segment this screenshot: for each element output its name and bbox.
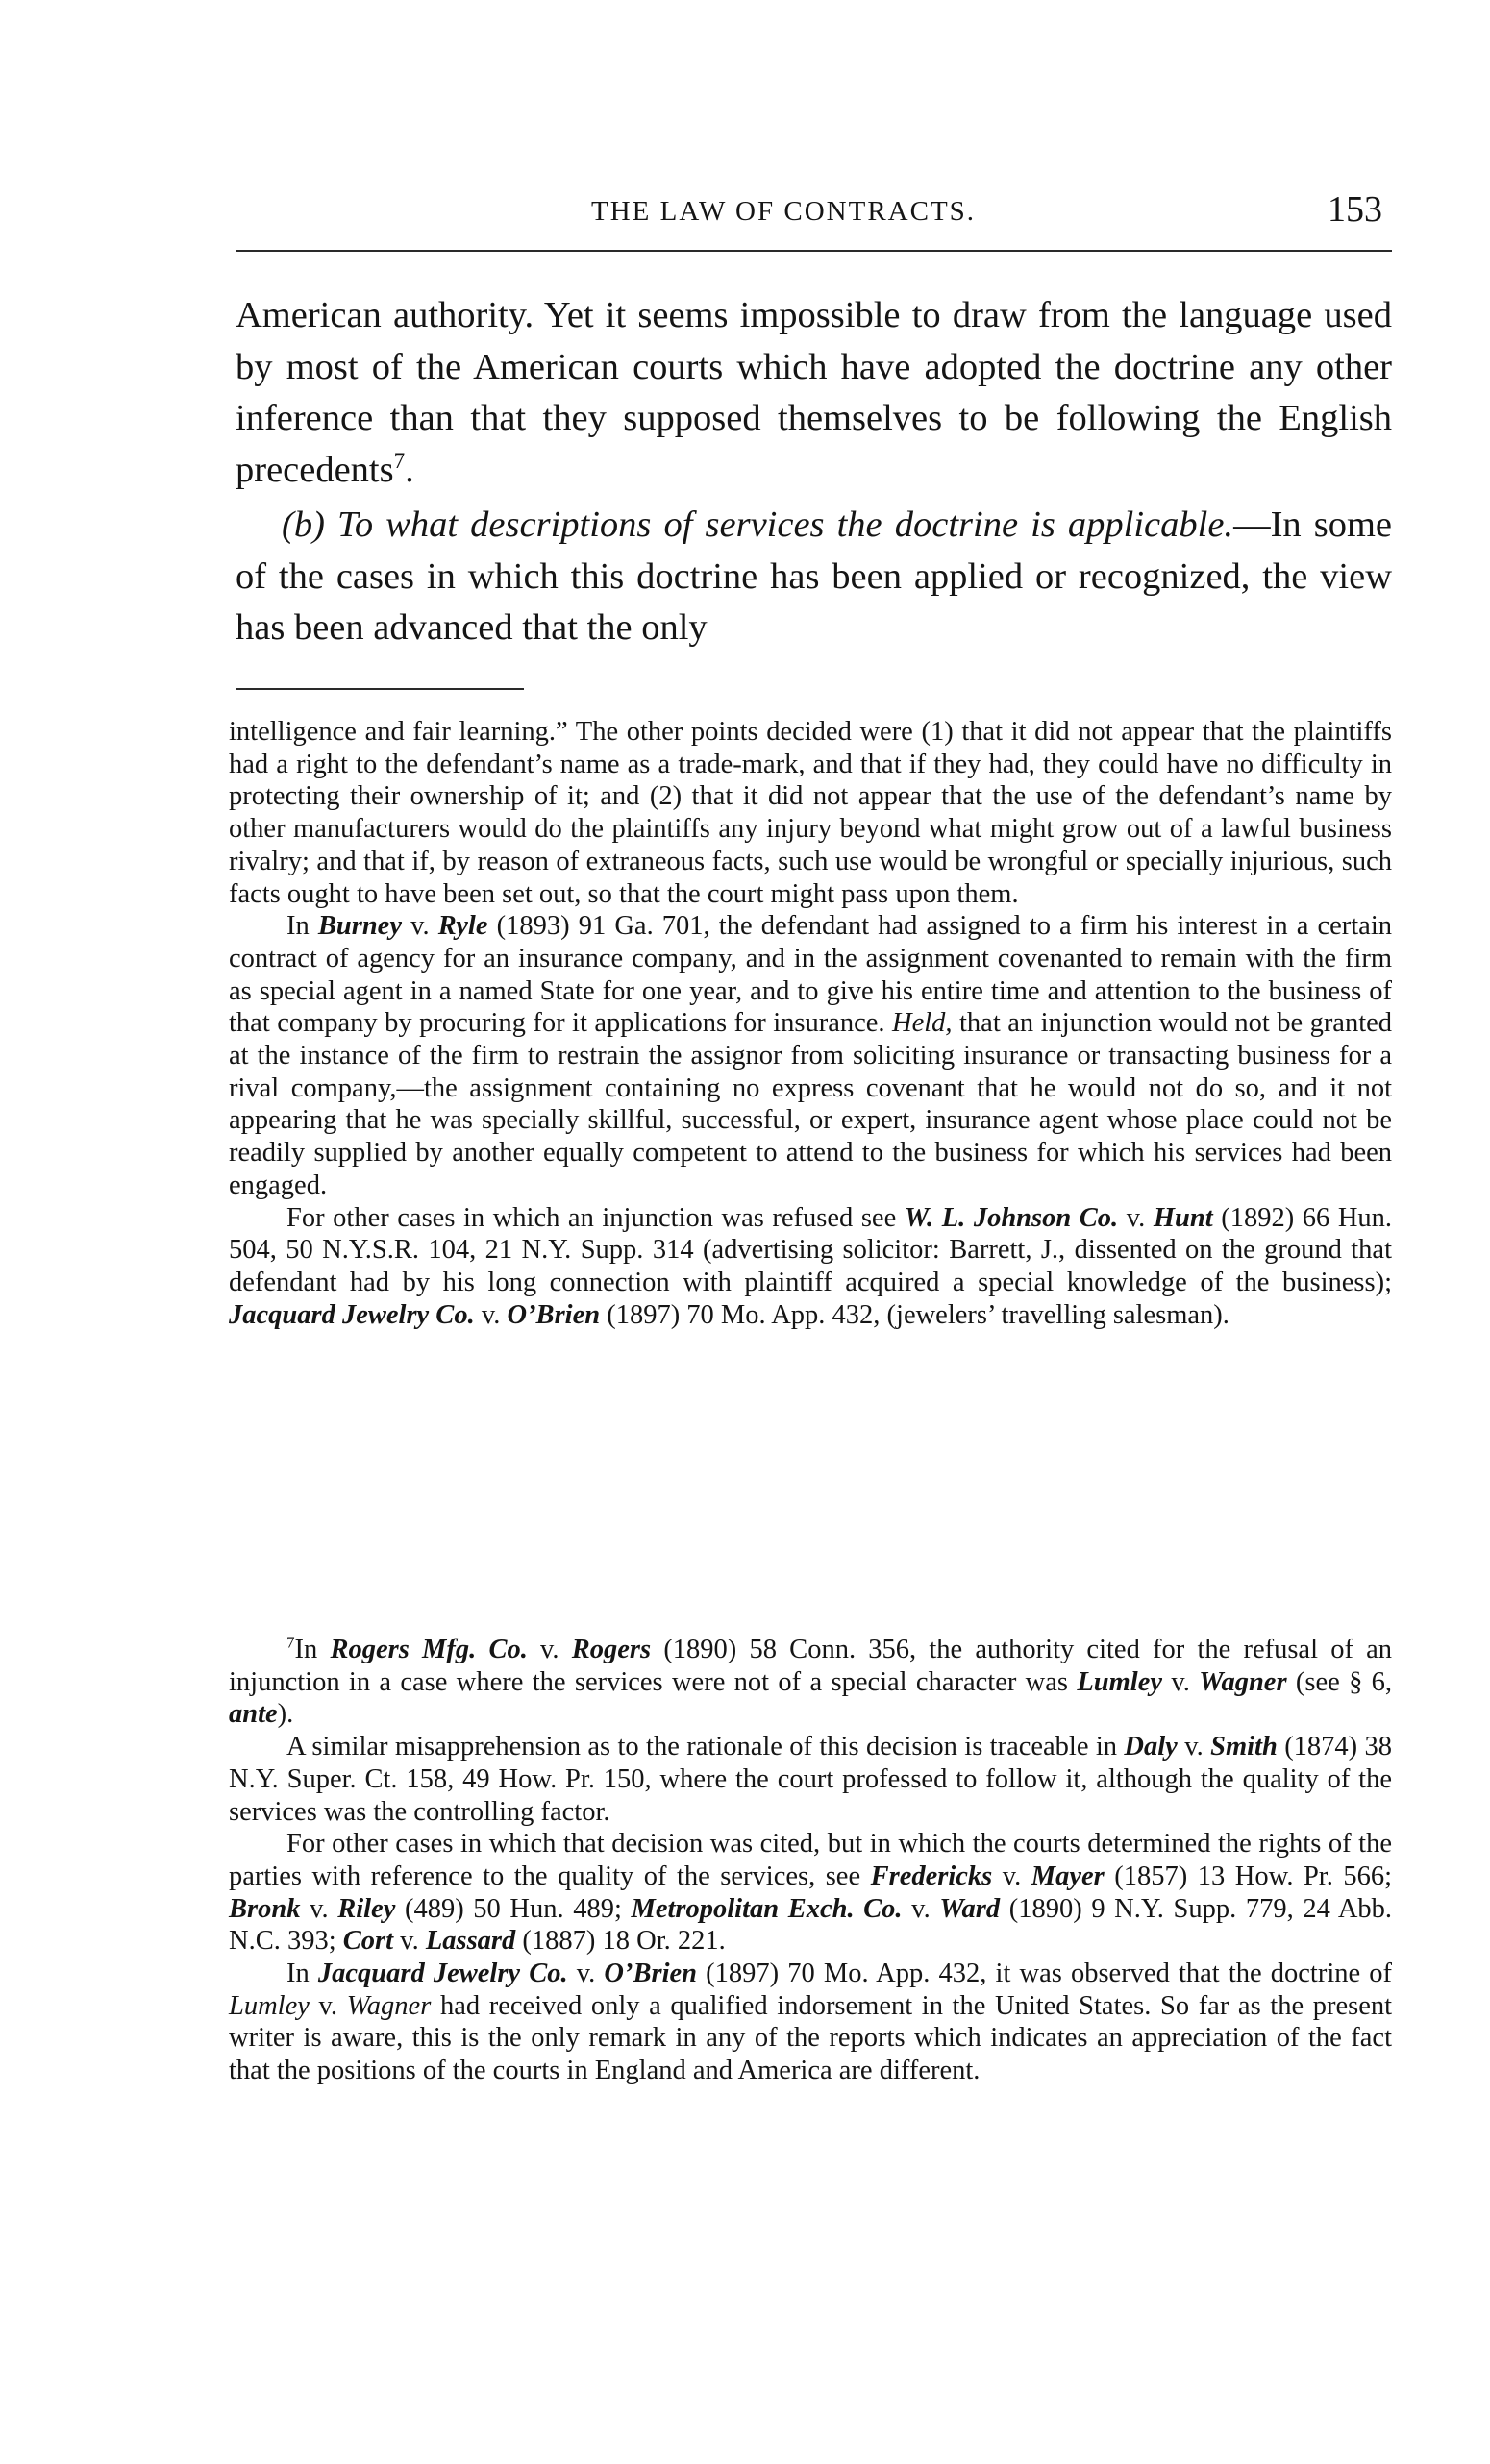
note-text: v.: [576, 1959, 596, 1989]
note-paragraph-2: [229, 910, 1392, 1201]
case-name: Mayer: [1031, 1860, 1105, 1891]
main-paragraph-2: [236, 500, 1392, 654]
case-name: O’Brien: [507, 1299, 601, 1330]
note-text: (1890) 9 N.Y. Supp. 779, 24 Abb. N.C. 393;: [229, 1893, 1393, 1957]
note-text: (489) 50 Hun. 489;: [404, 1893, 622, 1924]
note-paragraph-3: [229, 1202, 1392, 1332]
page-number: 153: [1328, 189, 1382, 230]
footnote-7-paragraph-4: [229, 1958, 1392, 2087]
note-text: v.: [410, 911, 430, 942]
case-name: Daly: [1124, 1732, 1178, 1762]
case-name: Cort: [342, 1926, 394, 1957]
case-name: Rogers: [571, 1635, 652, 1664]
main-paragraph-1: [236, 290, 1392, 496]
note-text: v.: [1184, 1732, 1204, 1762]
ante-word: ante: [229, 1699, 278, 1730]
note-text: (see § 6,: [1295, 1666, 1393, 1697]
note-text: (1897) 70 Mo. App. 432, (jewelers’ travelling salesman).: [607, 1299, 1229, 1330]
note-text: v.: [911, 1893, 931, 1924]
case-name: Hunt: [1153, 1202, 1213, 1233]
note-text: (1892) 66 Hun. 504, 50 N.Y.S.R. 104, 21 N.Y. Supp. 314 (advertising solicitor: Barrett, J., dissented on the ground that defendant had by his long connection with plaintiff acquired a special knowledge of the business);: [229, 1202, 1393, 1297]
note-text: v.: [540, 1635, 559, 1664]
footnote-7-paragraph-2: [229, 1731, 1392, 1828]
main-paragraph-1-text: American authority. Yet it seems impossible to draw from the language used by most of the American courts which have adopted the doctrine any other inference than that they supposed themselves to be following the English precedents: [236, 295, 1392, 490]
note-text: (1874) 38 N.Y. Super. Ct. 158, 49 How. Pr. 150, where the court professed to follow it, although the quality of the services was the controlling factor.: [229, 1732, 1393, 1827]
main-paragraph-2-text: —In some of the cases in which this doctrine has been applied or recognized, the view has been advanced that the only: [236, 505, 1392, 648]
case-name: Ward: [939, 1893, 1001, 1924]
note-text: In: [286, 911, 310, 942]
case-name: Bronk: [229, 1893, 301, 1924]
note-text: had received only a qualified indorsement in the United States. So far as the present writer is aware, this is the only remark in any of the reports which indicates an appreciation of the fact that the positions of the courts in England and America are different.: [229, 1990, 1393, 2086]
case-name: Riley: [337, 1893, 396, 1924]
note-text: A similar misapprehension as to the rationale of this decision is traceable in: [286, 1732, 1118, 1762]
case-name: Ryle: [437, 911, 488, 942]
case-name: Jacquard Jewelry Co.: [317, 1959, 568, 1989]
note-text: (1857) 13 How. Pr. 566;: [1114, 1860, 1393, 1891]
continued-footnotes: [229, 716, 1392, 1331]
note-text: v.: [481, 1299, 501, 1330]
note-text: In: [294, 1635, 318, 1664]
note-text: that an injunction would not be granted at the instance of the firm to restrain the assignor from soliciting insurance or transacting business for a rival company,—the assignment containing no express covenant that he would not do so, and it not appearing that he was specially skillful, successful, or expert, insurance agent whose place could not be readily supplied by another equally competent to attend to the business for which his services had been engaged.: [229, 1008, 1393, 1200]
note-text: (1897) 70 Mo. App. 432, it was observed that the doctrine of: [706, 1959, 1393, 1989]
note-paragraph-1: intelligence and fair learning.” The other points decided were (1) that it did not appear that the plaintiffs had a right to the defendant’s name as a trade-mark, and that if they had, they could have no difficulty in protecting their ownership of it; and (2) that it did not appear that the use of the defendant’s name by other manufacturers would do the plaintiffs any injury beyond what might grow out of a lawful business rivalry; and that if, by reason of extraneous facts, such use would be wrongful or specially injurious, such facts ought to have been set out, so that the court might pass upon them.: [229, 717, 1392, 909]
case-name: Wagner: [346, 1990, 432, 2021]
note-text: ).: [277, 1699, 294, 1730]
case-name: Smith: [1210, 1732, 1278, 1762]
case-name: O’Brien: [604, 1959, 698, 1989]
case-name: Lumley: [229, 1990, 310, 2021]
held-label: Held,: [892, 1008, 953, 1039]
footnote-7: [229, 1634, 1392, 2087]
note-text: v.: [1126, 1202, 1146, 1233]
footnote-number: 7: [286, 1633, 295, 1652]
running-head: [236, 190, 1392, 248]
case-name: Lumley: [1077, 1666, 1162, 1697]
section-heading-b: (b) To what descriptions of services the doctrine is applicable.: [282, 505, 1234, 545]
case-name: Fredericks: [870, 1860, 993, 1891]
case-name: Rogers Mfg. Co.: [330, 1635, 528, 1664]
case-name: Lassard: [425, 1926, 516, 1957]
running-title: THE LAW OF CONTRACTS.: [591, 196, 977, 227]
note-text: In: [286, 1959, 310, 1989]
main-text: [236, 290, 1392, 654]
note-text: v.: [1171, 1666, 1190, 1697]
note-text: v.: [318, 1990, 338, 2021]
case-name: Wagner: [1199, 1666, 1287, 1697]
main-paragraph-1-end: .: [405, 449, 414, 490]
note-text: (1887) 18 Or. 221.: [522, 1926, 726, 1957]
note-text: For other cases in which that decision was cited, but in which the courts determined the rights of the parties with reference to the quality of the services, see: [229, 1829, 1392, 1891]
note-text: For other cases in which an injunction was refused see: [286, 1202, 897, 1233]
case-name: W. L. Johnson Co.: [904, 1202, 1119, 1233]
note-text: v.: [1002, 1860, 1022, 1891]
case-name: Burney: [317, 911, 402, 942]
note-text: (1893) 91 Ga. 701, the defendant had assigned to a firm his interest in a certain contract of agency for an insurance company, and in the assignment covenanted to remain with the firm as special agent in a named State for one year, and to give his entire time and attention to the business of that company by procuring for it applications for insurance.: [229, 911, 1392, 1039]
footnote-rule: [236, 688, 524, 690]
footnote-7-paragraph-1: [229, 1634, 1392, 1731]
case-name: Metropolitan Exch. Co.: [631, 1893, 903, 1924]
footnote-ref-7[interactable]: 7: [393, 447, 406, 473]
case-name: Jacquard Jewelry Co.: [229, 1299, 475, 1330]
header-rule: [236, 250, 1392, 252]
note-text: v.: [400, 1926, 419, 1957]
footnote-7-paragraph-3: [229, 1828, 1392, 1958]
note-text: (1890) 58 Conn. 356, the authority cited for the refusal of an injunction in a case where the services were not of a special character was: [229, 1635, 1393, 1697]
note-text: v.: [310, 1893, 329, 1924]
